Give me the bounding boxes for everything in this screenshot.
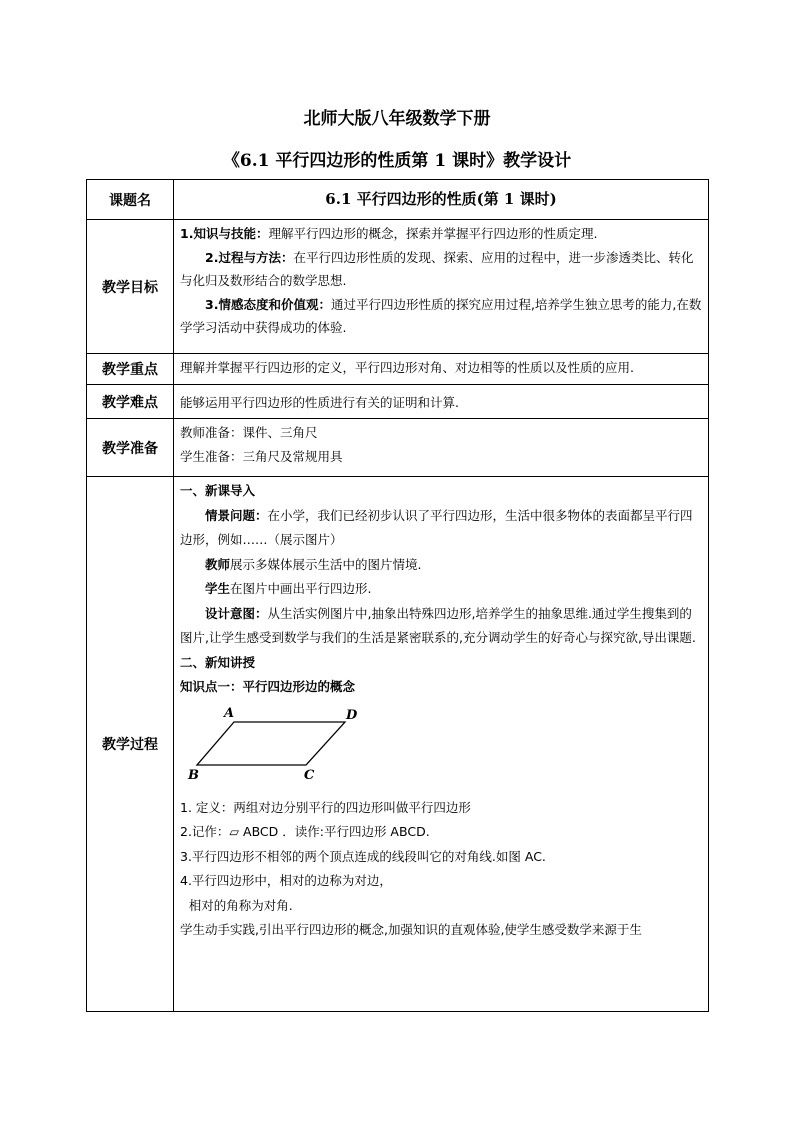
goal-lead: 1.知识与技能： (180, 226, 269, 241)
lesson-plan-table (86, 179, 709, 1012)
subject-value-cell (174, 180, 709, 220)
opposite-angles-item: 相对的角称为对角. (188, 897, 293, 913)
table-row-process (87, 477, 709, 1012)
section-heading-text: 二、新知讲授 (180, 654, 256, 670)
table-row-goals (87, 220, 709, 354)
parallelogram-figure (180, 700, 702, 796)
prep-student: 学生准备：三角尺及常规用具 (180, 448, 343, 464)
table-row-prep (87, 419, 709, 477)
table-row-subject (87, 180, 709, 220)
key-text: 理解并掌握平行四边形的定义，平行四边形对角、对边相等的性质以及性质的应用. (174, 354, 709, 385)
goal-item (180, 222, 702, 246)
teacher-lead: 教师 (205, 556, 231, 572)
process-label: 教学过程 (87, 477, 174, 1012)
process-cell (174, 477, 709, 1012)
intent-lead: 设计意图： (205, 605, 268, 621)
goal-item (180, 246, 702, 293)
scenario-text: 在小学，我们已经初步认识了平行四边形，生活中很多物体的表面都呈平行四边形，例如……（展示图片） (180, 507, 693, 547)
goal-lead: 3.情感态度和价值观： (205, 296, 331, 312)
goal-lead: 2.过程与方法： (205, 249, 294, 265)
section-heading-text: 一、新课导入 (180, 483, 256, 498)
prep-teacher: 教师准备：课件、三角尺 (180, 425, 318, 440)
section-heading (180, 651, 702, 676)
intent-text: 从生活实例图片中,抽象出特殊四边形,培养学生的抽象思维.通过学生搜集到的图片,让学生感受到数学与我们的生活是紧密联系的,充分调动学生的好奇心与探究欲,导出课题. (180, 605, 696, 645)
knowledge-point-heading (180, 675, 702, 700)
vertex-label-c: C (304, 767, 315, 783)
prep-label: 教学准备 (87, 419, 174, 477)
student-text: 在图片中画出平行四边形. (230, 581, 372, 596)
parallelogram-diagram (180, 700, 380, 796)
knowledge-point-text: 知识点一：平行四边形边的概念 (180, 679, 356, 694)
teacher-text: 展示多媒体展示生活中的图片情境. (230, 556, 422, 572)
opposite-sides-item: 4.平行四边形中，相对的边称为对边， (180, 873, 392, 888)
student-lead: 学生 (205, 581, 231, 596)
table-row-key (87, 354, 709, 385)
prep-cell (174, 419, 709, 477)
intent-paragraph (180, 602, 702, 651)
key-label: 教学重点 (87, 354, 174, 385)
vertex-label-a: A (224, 705, 235, 721)
difficulty-label: 教学难点 (87, 385, 174, 419)
subject-label: 课题名 (87, 180, 174, 220)
scenario-lead: 情景问题： (205, 507, 268, 523)
student-paragraph (180, 577, 702, 602)
diagonal-item: 3.平行四边形不相邻的两个顶点连成的线段叫它的对角线.如图 AC. (180, 848, 546, 864)
summary-paragraph: 学生动手实践,引出平行四边形的概念,加强知识的直观体验,使学生感受数学来源于生 (180, 922, 642, 937)
goals-label: 教学目标 (87, 220, 174, 354)
vertex-label-b: B (188, 767, 199, 783)
goal-text: 在平行四边形性质的发现、探索、应用的过程中，进一步渗透类比、转化与化归及数形结合的数学思想. (180, 249, 694, 288)
parallelogram-shape (197, 722, 345, 765)
table-row-difficulty (87, 385, 709, 419)
goal-text: 通过平行四边形性质的探究应用过程,培养学生独立思考的能力,在数学学习活动中获得成功的体验. (180, 296, 702, 335)
goals-cell (174, 220, 709, 354)
difficulty-text: 能够运用平行四边形的性质进行有关的证明和计算. (174, 385, 709, 419)
goal-text: 理解平行四边形的概念，探索并掌握平行四边形的性质定理. (268, 226, 598, 241)
definition-item: 1. 定义：两组对边分别平行的四边形叫做平行四边形 (180, 799, 471, 815)
goal-item (180, 293, 702, 340)
document-title: 北师大版八年级数学下册 (303, 109, 491, 129)
teacher-paragraph (180, 553, 702, 578)
document-subtitle: 《6.1 平行四边形的性质第 1 课时》教学设计 (222, 151, 572, 171)
section-heading (180, 479, 702, 504)
notation-item: 2.记作：▱ ABCD ．读作:平行四边形 ABCD. (180, 824, 430, 839)
subject-value: 6.1 平行四边形的性质(第 1 课时) (325, 190, 557, 208)
scenario-paragraph (180, 504, 702, 553)
vertex-label-d: D (346, 707, 358, 723)
